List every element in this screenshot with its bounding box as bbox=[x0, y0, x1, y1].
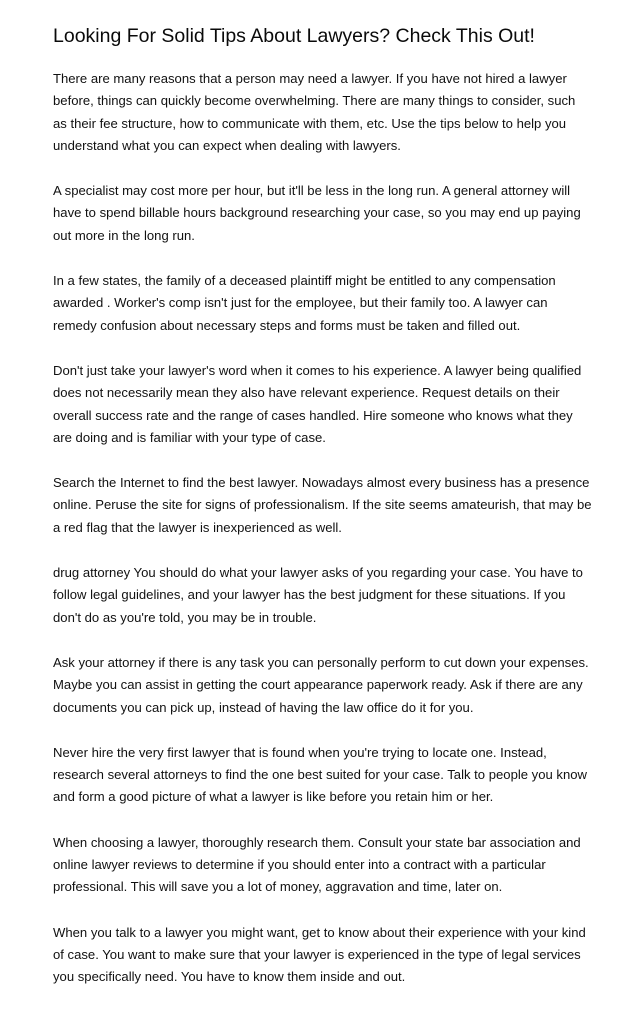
paragraph-5 bbox=[53, 472, 593, 539]
paragraph-line: before, things can quickly become overwhelming. There are many things to consider, such bbox=[53, 93, 576, 109]
paragraph-line: remedy confusion about necessary steps and forms must be taken and filled out. bbox=[53, 317, 521, 333]
paragraph-line: Don't just take your lawyer's word when it comes to his experience. A lawyer being qualified bbox=[53, 362, 582, 378]
paragraph-line: Maybe you can assist in getting the court appearance paperwork ready. Ask if there are any bbox=[53, 677, 583, 693]
document-title: Looking For Solid Tips About Lawyers? Check This Out! bbox=[53, 25, 535, 47]
paragraph-line: understand what you can expect when dealing with lawyers. bbox=[53, 137, 401, 153]
paragraph-line: out more in the long run. bbox=[53, 227, 195, 243]
paragraph-line: you specifically need. You have to know them inside and out. bbox=[53, 969, 406, 985]
paragraph-line: a red flag that the lawyer is inexperienced as well. bbox=[53, 519, 342, 535]
paragraph-line: online lawyer reviews to determine if you should enter into a contract with a particular bbox=[53, 857, 546, 873]
paragraph-3 bbox=[53, 270, 593, 337]
paragraph-1 bbox=[53, 68, 593, 157]
paragraph-line: A specialist may cost more per hour, but it'll be less in the long run. A general attorney will bbox=[53, 183, 571, 199]
paragraph-8 bbox=[53, 742, 593, 809]
paragraph-line: does not necessarily mean they also have relevant experience. Request details on their bbox=[53, 385, 560, 401]
paragraph-line: When you talk to a lawyer you might want, get to know about their experience with your kind bbox=[53, 924, 586, 940]
paragraph-line: Ask your attorney if there is any task you can personally perform to cut down your expenses. bbox=[53, 654, 589, 670]
paragraph-line: awarded . Worker's comp isn't just for the employee, but their family too. A lawyer can bbox=[53, 295, 548, 311]
paragraph-line: don't do as you're told, you may be in trouble. bbox=[53, 609, 317, 625]
paragraph-line: research several attorneys to find the one best suited for your case. Talk to people you know bbox=[53, 767, 587, 783]
paragraph-line: There are many reasons that a person may need a lawyer. If you have not hired a lawyer bbox=[53, 71, 567, 86]
paragraph-line: documents you can pick up, instead of having the law office do it for you. bbox=[53, 699, 474, 715]
paragraph-9 bbox=[53, 832, 593, 899]
paragraph-7 bbox=[53, 652, 593, 719]
paragraph-2 bbox=[53, 180, 593, 247]
paragraph-line: When choosing a lawyer, thoroughly research them. Consult your state bar association and bbox=[53, 834, 581, 850]
document-page bbox=[53, 22, 593, 1012]
paragraph-line: In a few states, the family of a deceased plaintiff might be entitled to any compensation bbox=[53, 273, 556, 289]
paragraph-line: Search the Internet to find the best lawyer. Nowadays almost every business has a presence bbox=[53, 475, 590, 491]
paragraph-line: overall success rate and the range of cases handled. Hire someone who knows what they bbox=[53, 407, 573, 423]
paragraph-line: are doing and is familiar with your type of case. bbox=[53, 429, 326, 445]
paragraph-line: Never hire the very first lawyer that is found when you're trying to locate one. Instead, bbox=[53, 744, 547, 760]
paragraph-10 bbox=[53, 922, 593, 989]
paragraph-line: professional. This will save you a lot of money, aggravation and time, later on. bbox=[53, 879, 503, 895]
paragraph-6 bbox=[53, 562, 593, 629]
paragraph-4 bbox=[53, 360, 593, 449]
paragraph-line: and form a good picture of what a lawyer is like before you retain him or her. bbox=[53, 789, 494, 805]
paragraph-line: drug attorney You should do what your lawyer asks of you regarding your case. You have to bbox=[53, 565, 583, 581]
paragraph-line: online. Peruse the site for signs of professionalism. If the site seems amateurish, that may be bbox=[53, 497, 592, 513]
paragraph-line: as their fee structure, how to communicate with them, etc. Use the tips below to help you bbox=[53, 115, 567, 131]
paragraph-line: have to spend billable hours background researching your case, so you may end up paying bbox=[53, 205, 581, 221]
paragraph-line: of case. You want to make sure that your lawyer is experienced in the type of legal services bbox=[53, 946, 581, 962]
paragraph-line: follow legal guidelines, and your lawyer has the best judgment for these situations. If you bbox=[53, 587, 566, 603]
